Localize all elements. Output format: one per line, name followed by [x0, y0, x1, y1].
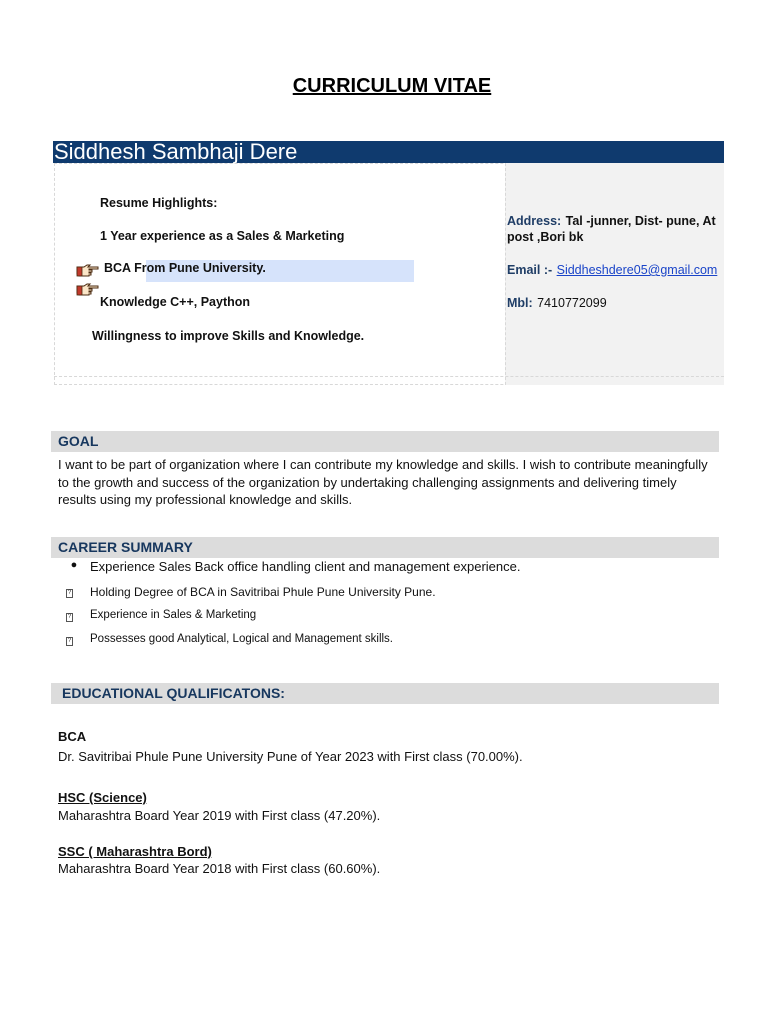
document-title: CURRICULUM VITAE	[292, 75, 492, 97]
goal-heading: GOAL	[51, 431, 719, 452]
highlights-heading: Resume Highlights:	[100, 196, 218, 210]
address-block	[507, 213, 719, 245]
highlight-item-experience: 1 Year experience as a Sales & Marketing	[100, 229, 345, 243]
mobile-label: Mbl:	[507, 296, 533, 310]
address-value-line2: post ,Bori bk	[507, 230, 584, 244]
summary-item: Holding Degree of BCA in Savitribai Phule Pune University Pune.	[90, 585, 436, 599]
education-title: HSC (Science)	[58, 790, 147, 805]
summary-item: Experience Sales Back office handling client and management experience.	[90, 559, 521, 574]
pointing-hand-icon	[76, 263, 100, 277]
education-heading: EDUCATIONAL QUALIFICATONS:	[51, 683, 719, 704]
address-label: Address:	[507, 214, 562, 228]
header-divider	[54, 376, 724, 377]
highlight-item-bca: BCA From Pune University.	[104, 261, 266, 275]
education-detail: Maharashtra Board Year 2018 with First class (60.60%).	[58, 861, 381, 876]
email-link[interactable]: Siddheshdere05@gmail.com	[556, 263, 718, 277]
summary-item: Experience in Sales & Marketing	[90, 609, 257, 621]
missing-glyph-icon: ?	[67, 614, 72, 620]
name-banner: Siddhesh Sambhaji Dere	[53, 141, 724, 163]
mobile-value: 7410772099	[537, 296, 607, 310]
email-label: Email :-	[507, 263, 553, 277]
highlight-item-willingness: Willingness to improve Skills and Knowledge.	[92, 329, 365, 343]
bullet-dot-icon: ●	[70, 559, 78, 571]
address-value: Tal -junner, Dist- pune, At	[565, 214, 716, 228]
mobile-block	[507, 294, 607, 312]
goal-text: I want to be part of organization where I can contribute my knowledge and skills. I wish to contribute meaningfully to the growth and success of the organization by undertaking challenging assignments and delivering timely results using my professional knowledge and skills.	[58, 457, 708, 507]
missing-glyph-icon: ?	[67, 590, 72, 596]
career-summary-heading: CAREER SUMMARY	[51, 537, 719, 558]
education-title: SSC ( Maharashtra Bord)	[58, 844, 212, 859]
highlight-item-knowledge: Knowledge C++, Paython	[100, 295, 251, 309]
summary-item: Possesses good Analytical, Logical and Management skills.	[90, 633, 394, 645]
education-detail: Maharashtra Board Year 2019 with First class (47.20%).	[58, 808, 381, 823]
pointing-hand-icon	[76, 282, 100, 296]
education-title: BCA	[58, 729, 87, 744]
missing-glyph-icon: ?	[67, 638, 72, 644]
email-block	[507, 261, 717, 279]
education-detail: Dr. Savitribai Phule Pune University Pune of Year 2023 with First class (70.00%).	[58, 749, 523, 764]
